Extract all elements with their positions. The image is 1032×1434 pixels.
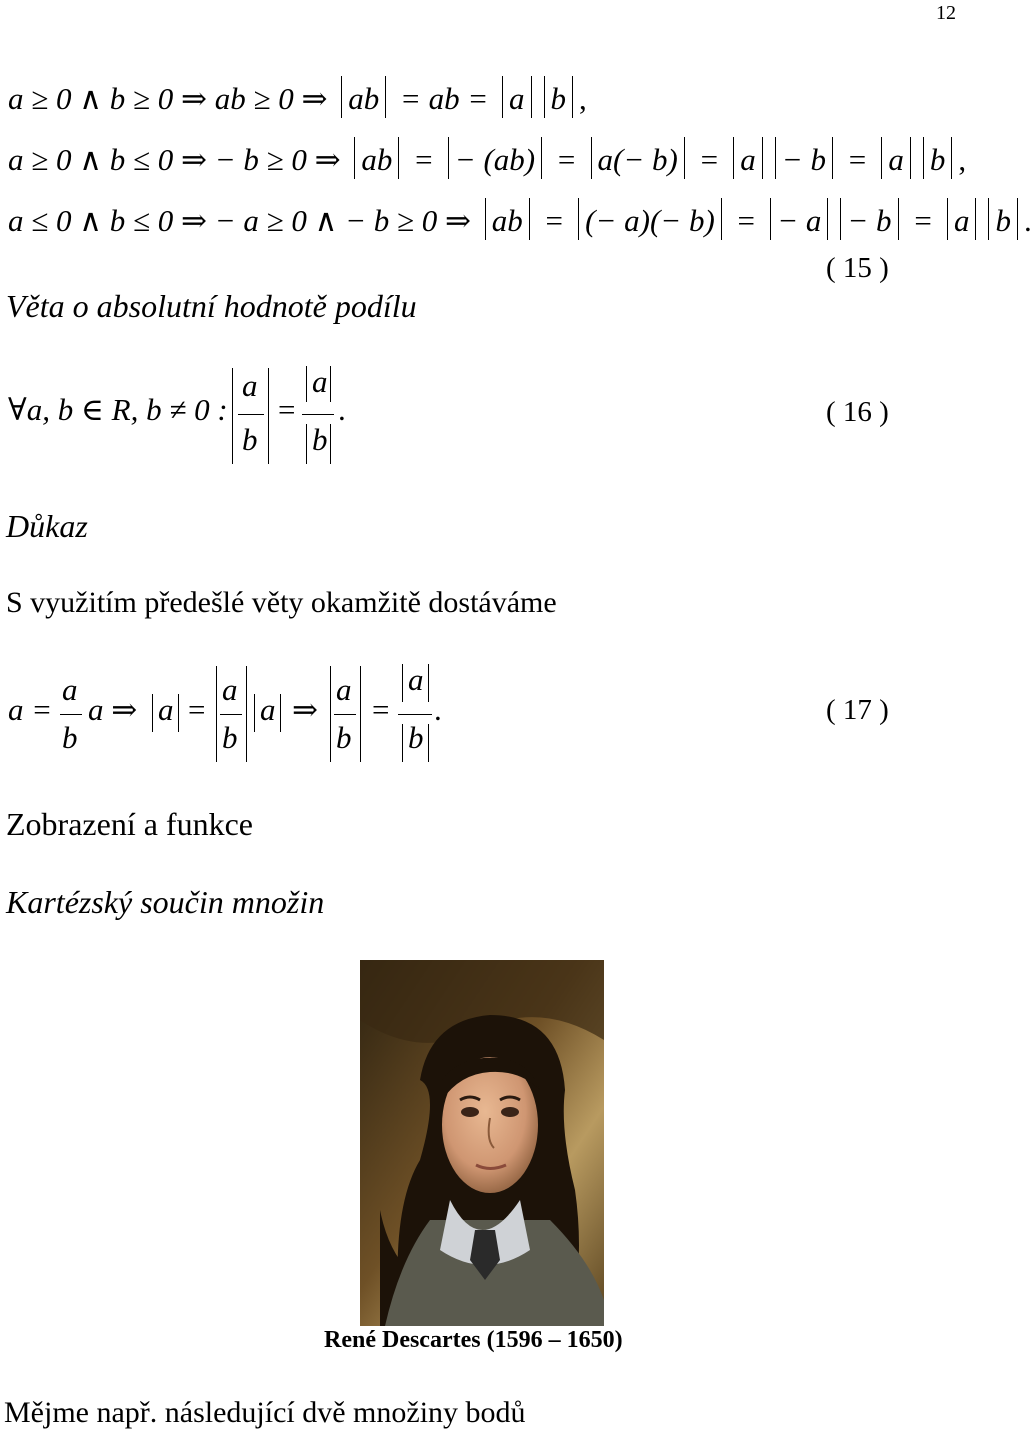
descartes-portrait [360,960,604,1326]
eq16-num2: a [312,364,328,399]
eq17-num2: a [222,672,238,707]
subsection-heading: Kartézský součin množin [6,884,325,920]
equation-label-16: ( 16 ) [826,396,889,428]
equation-label-15: ( 15 ) [826,252,889,284]
proof-heading: Důkaz [6,508,88,544]
eq17-den1: b [62,720,78,755]
eq16-den2: b [312,422,328,457]
eq17-num3: a [336,672,352,707]
eq16-den1: b [242,422,258,457]
eq17-den4: b [408,720,424,755]
closing-line: Mějme např. následující dvě množiny bodů [4,1396,526,1429]
section-heading: Zobrazení a funkce [6,806,253,842]
eq17-den2: b [222,720,238,755]
page-number: 12 [936,2,956,24]
eq16-num1: a [242,368,258,403]
eq16-prefix: ∀a, b ∈ R, b ≠ 0 : [8,392,228,427]
eq16-equals: = [276,392,297,427]
theorem-heading: Věta o absolutní hodnotě podílu [6,288,417,324]
equation-label-17: ( 17 ) [826,694,889,726]
eq17-num1: a [62,672,78,707]
proof-text: S využitím předešlé věty okamžitě dostáváme [6,586,557,619]
eq17-abs-a2: a [260,692,276,727]
figure-caption: René Descartes (1596 – 1650) [324,1327,623,1353]
equation-line-2: a ≥ 0 ∧ b ≤ 0 ⇒ − b ≥ 0 ⇒ ab = − (ab) = a(− b) = a − b = a b , [8,137,966,179]
eq17-abs-a: a [158,692,174,727]
equation-line-3: a ≤ 0 ∧ b ≤ 0 ⇒ − a ≥ 0 ∧ − b ≥ 0 ⇒ ab = (− a)(− b) = − a − b = a b . [8,198,1032,240]
equation-line-1: a ≥ 0 ∧ b ≥ 0 ⇒ ab ≥ 0 ⇒ ab = ab = a b , [8,76,587,118]
eq17-den3: b [336,720,352,755]
eq17-num4: a [408,662,424,697]
